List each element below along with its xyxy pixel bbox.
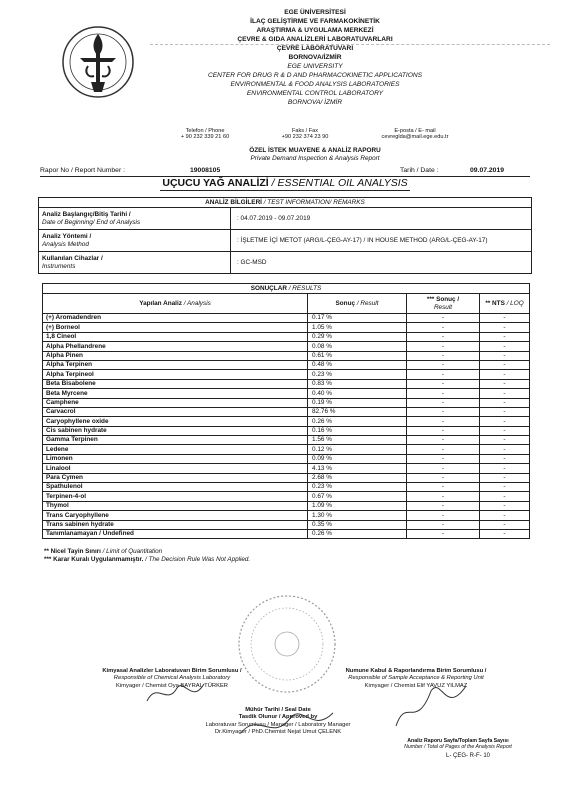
result-value-cell: 0.23 % bbox=[308, 483, 407, 492]
report-type bbox=[150, 147, 480, 163]
analysis-name-cell: Gamma Terpinen bbox=[43, 436, 308, 445]
page-title bbox=[40, 177, 530, 191]
loq-cell: - bbox=[480, 398, 530, 407]
decision-cell: - bbox=[407, 426, 480, 435]
phone-value: + 90 232 339 21 60 bbox=[180, 134, 230, 140]
result-value-cell: 0.23 % bbox=[308, 370, 407, 379]
info-label-tr: Analiz Yöntemi / bbox=[42, 232, 92, 240]
sig-right-name: Kimyager / Chemist Elif YAVUZ YILMAZ bbox=[364, 682, 468, 689]
result-value-cell: 0.40 % bbox=[308, 389, 407, 398]
table-row bbox=[43, 351, 530, 360]
table-row bbox=[43, 370, 530, 379]
analysis-name-cell: Cis sabinen hydrate bbox=[43, 426, 308, 435]
info-value-cell bbox=[231, 208, 532, 230]
info-value: : İŞLETME İÇİ METOT (ARG/L-ÇEG-AY-17) / IN HOUSE METHOD (ARG/L-ÇEG-AY-17) bbox=[237, 236, 488, 244]
result-value-cell: 0.08 % bbox=[308, 342, 407, 351]
decision-cell: - bbox=[407, 323, 480, 332]
result-value-cell: 1.56 % bbox=[308, 436, 407, 445]
info-label-cell bbox=[39, 230, 231, 252]
decision-cell: - bbox=[407, 492, 480, 501]
col-analysis-header bbox=[43, 294, 308, 314]
analysis-name-cell: Para Cymen bbox=[43, 473, 308, 482]
header-line-en: ENVIRONMENTAL & FOOD ANALYSIS LABORATORIES bbox=[230, 81, 400, 88]
decision-cell: - bbox=[407, 483, 480, 492]
result-value-cell: 0.09 % bbox=[308, 454, 407, 463]
report-type-tr: ÖZEL İSTEK MUAYENE & ANALİZ RAPORU bbox=[249, 147, 381, 154]
signature-block-left bbox=[72, 668, 272, 690]
table-row bbox=[43, 501, 530, 510]
analysis-name-cell: Limonen bbox=[43, 454, 308, 463]
info-heading-en: / TEST INFORMATION/ REMARKS bbox=[261, 198, 365, 206]
signature-scribble-right bbox=[386, 676, 476, 736]
lab-manager-title: Laboratuvar Sorumlusu / Manager / Laboratory Manager bbox=[205, 721, 351, 728]
header-line: BORNOVA/İZMİR bbox=[288, 54, 342, 61]
lab-manager-name: Dr.Kimyager / PhD.Chemist Nejat Umut ÇELENK bbox=[214, 729, 342, 736]
info-label-cell bbox=[39, 208, 231, 230]
signature-scribble-middle bbox=[233, 703, 343, 747]
decision-cell: - bbox=[407, 379, 480, 388]
sig-left-title-en: Responsible of Chemical Analysis Laboratory bbox=[113, 675, 231, 682]
result-value-cell: 0.67 % bbox=[308, 492, 407, 501]
result-value-cell: 0.26 % bbox=[308, 529, 407, 538]
table-row bbox=[43, 464, 530, 473]
result-value-cell: 4.13 % bbox=[308, 464, 407, 473]
loq-cell: - bbox=[480, 379, 530, 388]
analysis-name-cell: Linalool bbox=[43, 464, 308, 473]
analysis-name-cell: (+) Aromadendren bbox=[43, 314, 308, 323]
analysis-name-cell: Carvacrol bbox=[43, 407, 308, 416]
col-result-tr: Sonuç bbox=[335, 299, 356, 307]
header-line-en: BORNOVA/ İZMİR bbox=[287, 99, 343, 106]
loq-cell: - bbox=[480, 417, 530, 426]
info-heading-tr: ANALİZ BİLGİLERİ bbox=[205, 198, 262, 206]
table-row bbox=[43, 436, 530, 445]
result-value-cell: 0.83 % bbox=[308, 379, 407, 388]
table-row bbox=[43, 529, 530, 538]
col-analysis-en: / Analysis bbox=[181, 299, 211, 307]
approved-by-label: Tasdik Olunur / Approved by bbox=[238, 714, 318, 721]
results-table bbox=[42, 283, 530, 539]
decision-cell: - bbox=[407, 501, 480, 510]
loq-cell: - bbox=[480, 511, 530, 520]
result-value-cell: 0.29 % bbox=[308, 332, 407, 341]
form-code: L- ÇEG- R-F- 10 bbox=[446, 753, 491, 759]
info-value-cell bbox=[231, 252, 532, 274]
result-value-cell: 0.35 % bbox=[308, 520, 407, 529]
table-row bbox=[43, 426, 530, 435]
analysis-name-cell: Alpha Pinen bbox=[43, 351, 308, 360]
approval-block bbox=[178, 707, 378, 737]
analysis-name-cell: Trans sabinen hydrate bbox=[43, 520, 308, 529]
table-row bbox=[43, 454, 530, 463]
result-value-cell: 82.76 % bbox=[308, 407, 407, 416]
analysis-name-cell: Trans Caryophyllene bbox=[43, 511, 308, 520]
info-label-tr: Kullanılan Cihazlar / bbox=[42, 254, 103, 262]
analysis-name-cell: Caryophyllene oxide bbox=[43, 417, 308, 426]
analysis-name-cell: Alpha Terpinen bbox=[43, 360, 308, 369]
loq-cell: - bbox=[480, 473, 530, 482]
header-line: ARAŞTIRMA & UYGULAMA MERKEZİ bbox=[256, 27, 374, 34]
col-loq-tr: ** NTS bbox=[485, 299, 505, 307]
analysis-name-cell: Terpinen-4-ol bbox=[43, 492, 308, 501]
results-body bbox=[43, 314, 530, 539]
table-row bbox=[43, 379, 530, 388]
decision-cell: - bbox=[407, 520, 480, 529]
report-number-line bbox=[40, 167, 530, 177]
decision-cell: - bbox=[407, 332, 480, 341]
sig-left-name: Kimyager / Chemist Oya BAYRAL TÜRKER bbox=[116, 682, 228, 689]
loq-cell: - bbox=[480, 314, 530, 323]
info-label-cell bbox=[39, 252, 231, 274]
decision-cell: - bbox=[407, 351, 480, 360]
loq-cell: - bbox=[480, 436, 530, 445]
loq-cell: - bbox=[480, 492, 530, 501]
analysis-name-cell: (+) Borneol bbox=[43, 323, 308, 332]
results-heading-tr: SONUÇLAR bbox=[250, 284, 287, 292]
header-line-en: CENTER FOR DRUG R & D AND PHARMACOKINETIC APPLICATIONS bbox=[207, 72, 423, 79]
loq-cell: - bbox=[480, 360, 530, 369]
page-count-label-en: Number / Total of Pages of the Analysis Report bbox=[404, 744, 512, 751]
table-row bbox=[43, 332, 530, 341]
info-label-tr: Analiz Başlangıç/Bitiş Tarihi / bbox=[42, 210, 131, 218]
loq-cell: - bbox=[480, 370, 530, 379]
page-count-label-tr: Analiz Raporu Sayfa/Toplam Sayfa Sayısı bbox=[407, 738, 509, 744]
col-loq-en: / LOQ bbox=[504, 299, 524, 307]
header-dashed-rule bbox=[150, 44, 550, 45]
test-information-table bbox=[38, 197, 532, 274]
col-loq-header bbox=[480, 294, 530, 314]
result-value-cell: 0.12 % bbox=[308, 445, 407, 454]
analysis-name-cell: Alpha Phellandrene bbox=[43, 342, 308, 351]
header-line: ÇEVRE LABORATUVARI bbox=[276, 45, 354, 52]
table-row bbox=[43, 483, 530, 492]
loq-cell: - bbox=[480, 520, 530, 529]
result-value-cell: 0.48 % bbox=[308, 360, 407, 369]
table-row bbox=[43, 314, 530, 323]
analysis-name-cell: Beta Bisabolene bbox=[43, 379, 308, 388]
signature-block-right bbox=[306, 668, 526, 690]
loq-cell: - bbox=[480, 351, 530, 360]
loq-cell: - bbox=[480, 501, 530, 510]
decision-cell: - bbox=[407, 314, 480, 323]
note-rule-tr: *** Karar Kuralı Uygulanmamıştır. bbox=[44, 556, 144, 564]
result-value-cell: 0.26 % bbox=[308, 417, 407, 426]
title-tr: UÇUCU YAĞ ANALİZİ bbox=[162, 177, 269, 189]
info-label-en: Analysis Method bbox=[42, 240, 89, 248]
loq-cell: - bbox=[480, 529, 530, 538]
loq-cell: - bbox=[480, 407, 530, 416]
decision-cell: - bbox=[407, 417, 480, 426]
table-row bbox=[43, 492, 530, 501]
report-type-en: Private Demand Inspection & Analysis Report bbox=[250, 155, 380, 162]
university-logo bbox=[58, 22, 138, 107]
loq-cell: - bbox=[480, 483, 530, 492]
decision-cell: - bbox=[407, 511, 480, 520]
seal-date-label: Mühür Tarihi / Seal Date bbox=[245, 707, 311, 713]
decision-cell: - bbox=[407, 398, 480, 407]
analysis-name-cell: Alpha Terpineol bbox=[43, 370, 308, 379]
notes bbox=[44, 548, 250, 565]
email-label: E-posta / E- mail bbox=[394, 128, 436, 134]
email-value: cevreglda@mail.ege.edu.tr bbox=[381, 134, 449, 140]
decision-cell: - bbox=[407, 360, 480, 369]
sig-left-title: Kimyasal Analizler Laboratuvarı Birim Sorumlusu / bbox=[102, 668, 242, 674]
results-heading-en: / RESULTS bbox=[286, 284, 322, 292]
header-line: İLAÇ GELİŞTİRME VE FARMAKOKİNETİK bbox=[250, 18, 380, 25]
info-label-en: Date of Beginning/ End of Analysis bbox=[42, 218, 141, 226]
note-loq-en: / Limit of Quantitation bbox=[100, 548, 163, 555]
col-decision-tr: *** Sonuç / bbox=[426, 295, 460, 303]
decision-cell: - bbox=[407, 445, 480, 454]
analysis-name-cell: Ledene bbox=[43, 445, 308, 454]
table-row bbox=[43, 417, 530, 426]
loq-cell: - bbox=[480, 342, 530, 351]
info-heading bbox=[39, 198, 532, 208]
note-rule-en: / The Decision Rule Was Not Applied. bbox=[143, 556, 251, 564]
result-value-cell: 1.09 % bbox=[308, 501, 407, 510]
info-value: : GC-MSD bbox=[237, 258, 267, 266]
result-value-cell: 1.30 % bbox=[308, 511, 407, 520]
decision-cell: - bbox=[407, 436, 480, 445]
decision-cell: - bbox=[407, 389, 480, 398]
loq-cell: - bbox=[480, 454, 530, 463]
decision-cell: - bbox=[407, 473, 480, 482]
table-row bbox=[43, 398, 530, 407]
analysis-name-cell: Beta Myrcene bbox=[43, 389, 308, 398]
info-value-cell bbox=[231, 230, 532, 252]
col-decision-header bbox=[407, 294, 480, 314]
table-row bbox=[43, 407, 530, 416]
signature-scribble-left bbox=[142, 676, 212, 710]
info-label-en: Instruments bbox=[42, 262, 76, 270]
result-value-cell: 0.61 % bbox=[308, 351, 407, 360]
loq-cell: - bbox=[480, 426, 530, 435]
header bbox=[150, 8, 480, 107]
result-value-cell: 0.16 % bbox=[308, 426, 407, 435]
report-number-value: 19008105 bbox=[190, 167, 221, 174]
col-result-header bbox=[308, 294, 407, 314]
title-underline bbox=[160, 190, 410, 191]
table-row bbox=[43, 511, 530, 520]
title-en: / ESSENTIAL OIL ANALYSIS bbox=[268, 177, 408, 189]
results-heading bbox=[43, 284, 530, 294]
analysis-name-cell: Thymol bbox=[43, 501, 308, 510]
analysis-name-cell: 1,8 Cineol bbox=[43, 332, 308, 341]
decision-cell: - bbox=[407, 370, 480, 379]
col-analysis-tr: Yapılan Analiz bbox=[139, 299, 182, 307]
analysis-name-cell: Spathulenol bbox=[43, 483, 308, 492]
header-line-en: EGE UNIVERSITY bbox=[287, 63, 343, 70]
table-row bbox=[43, 473, 530, 482]
info-value: : 04.07.2019 - 09.07.2019 bbox=[237, 214, 311, 222]
page-count-info bbox=[388, 738, 528, 751]
phone-label: Telefon / Phone bbox=[185, 128, 225, 134]
loq-cell: - bbox=[480, 389, 530, 398]
result-value-cell: 1.05 % bbox=[308, 323, 407, 332]
col-result-en: / Result bbox=[356, 299, 379, 307]
table-row bbox=[43, 520, 530, 529]
note-loq-tr: ** Nicel Tayin Sınırı bbox=[44, 548, 101, 555]
analysis-name-cell: Tanımlanamayan / Undefined bbox=[43, 529, 308, 538]
decision-cell: - bbox=[407, 454, 480, 463]
table-row bbox=[43, 342, 530, 351]
result-value-cell: 2.68 % bbox=[308, 473, 407, 482]
decision-cell: - bbox=[407, 342, 480, 351]
loq-cell: - bbox=[480, 445, 530, 454]
decision-cell: - bbox=[407, 464, 480, 473]
table-row bbox=[43, 360, 530, 369]
fax-label: Faks / Fax bbox=[291, 128, 319, 134]
fax-value: +90 232 374 23 90 bbox=[281, 134, 329, 140]
result-value-cell: 0.17 % bbox=[308, 314, 407, 323]
report-date-value: 09.07.2019 bbox=[470, 167, 505, 174]
result-value-cell: 0.19 % bbox=[308, 398, 407, 407]
report-number-label: Rapor No / Report Number : bbox=[40, 167, 125, 174]
analysis-name-cell: Camphene bbox=[43, 398, 308, 407]
table-row bbox=[43, 389, 530, 398]
col-decision-en: Result bbox=[433, 303, 453, 311]
header-line: ÇEVRE & GIDA ANALİZLERİ LABORATUVARLARI bbox=[237, 36, 393, 43]
loq-cell: - bbox=[480, 332, 530, 341]
header-line: EGE ÜNİVERSİTESİ bbox=[284, 9, 346, 16]
report-date-label: Tarih / Date : bbox=[400, 167, 439, 174]
loq-cell: - bbox=[480, 323, 530, 332]
table-row bbox=[43, 445, 530, 454]
loq-cell: - bbox=[480, 464, 530, 473]
header-line-en: ENVIRONMENTAL CONTROL LABORATORY bbox=[246, 90, 384, 97]
sig-right-title-en: Responsible of Sample Acceptance & Reporting Unit bbox=[348, 675, 484, 682]
sig-right-title: Numune Kabul & Raporlandırma Birim Sorumlusu / bbox=[345, 668, 487, 674]
table-row bbox=[43, 323, 530, 332]
decision-cell: - bbox=[407, 407, 480, 416]
decision-cell: - bbox=[407, 529, 480, 538]
